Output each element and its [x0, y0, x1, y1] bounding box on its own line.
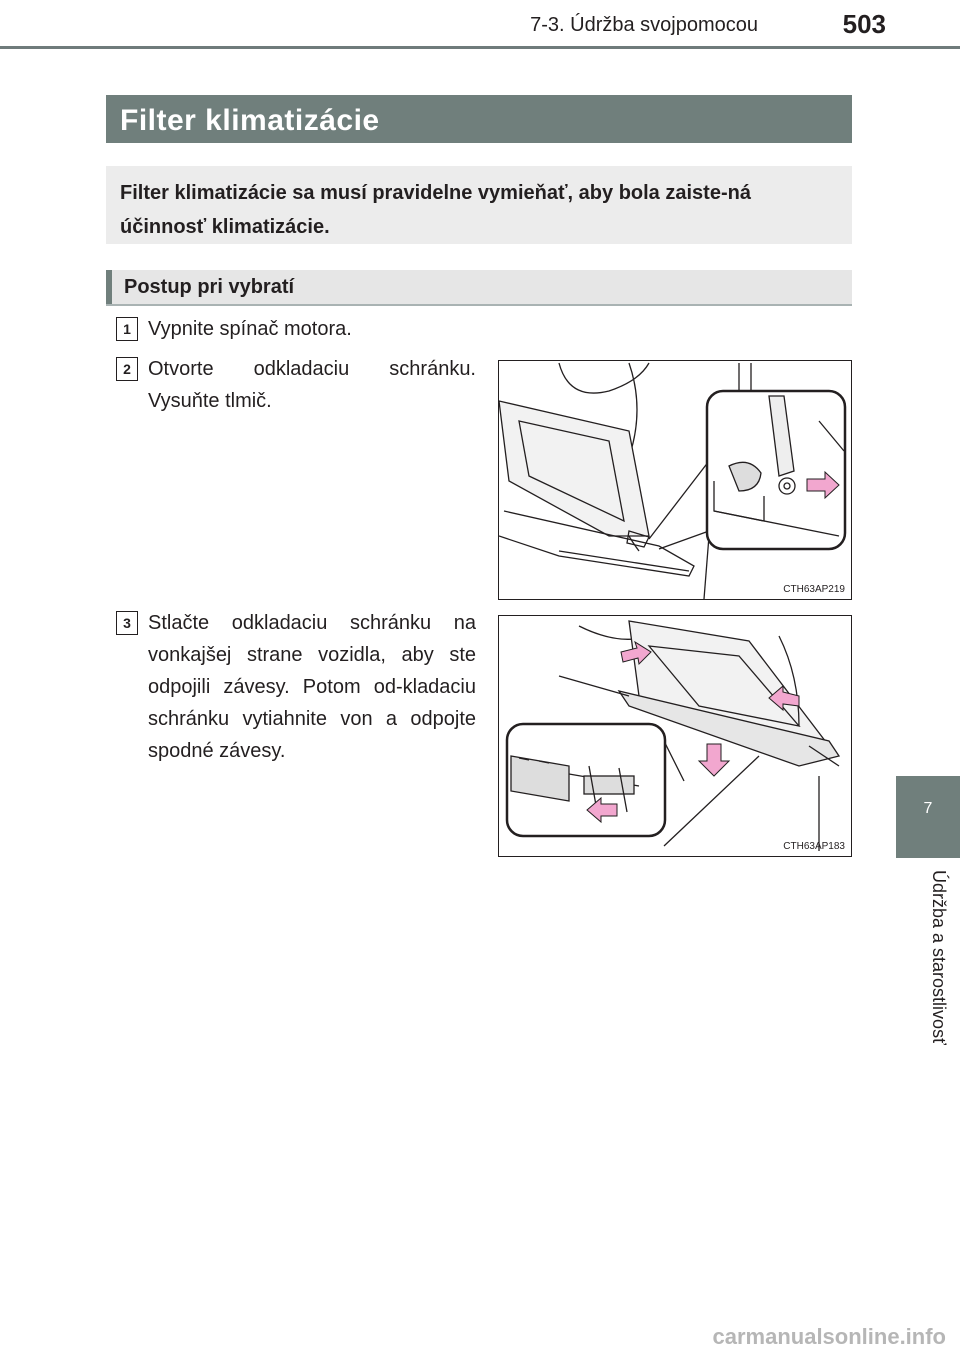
figure-code: CTH63AP219	[783, 584, 845, 595]
watermark: carmanualsonline.info	[712, 1324, 946, 1349]
step-number-3: 3	[116, 611, 138, 635]
chapter-number: 7	[923, 800, 933, 817]
chapter-label: Údržba a starostlivosť	[929, 870, 949, 1045]
step-text-1: Vypnite spínač motora.	[148, 318, 352, 340]
step-number-2: 2	[116, 357, 138, 381]
step-text-2: Otvorte odkladaciu schránku. Vysuňte tlmič.	[148, 358, 476, 412]
chapter-tab	[896, 776, 960, 858]
subheading: Postup pri vybratí	[124, 276, 295, 298]
figure-glovebox-damper	[498, 360, 852, 600]
running-header-section: 7-3. Údržba svojpomocou	[530, 14, 758, 36]
header-rule	[0, 46, 960, 49]
step-number-1: 1	[116, 317, 138, 341]
figure-code: CTH63AP183	[783, 841, 845, 852]
intro-box	[106, 166, 852, 244]
page-number: 503	[842, 9, 886, 39]
arrow-icon	[699, 744, 729, 776]
section-title-bar	[106, 95, 852, 143]
glovebox-removal-illustration	[499, 616, 851, 856]
glovebox-damper-illustration	[499, 361, 851, 599]
section-title: Filter klimatizácie	[120, 104, 380, 137]
intro-text: Filter klimatizácie sa musí pravidelne vymieňať, aby bola zaiste-ná účinnosť klimatizácie.	[120, 182, 751, 238]
figure-glovebox-removal	[498, 615, 852, 857]
subheading-accent	[106, 270, 112, 304]
step-text-3: Stlačte odkladaciu schránku na vonkajšej strane vozidla, aby ste odpojili závesy. Potom od-kladaciu schránku vytiahnite von a odpojte spodné závesy.	[148, 612, 476, 762]
subheading-bar	[106, 270, 852, 306]
